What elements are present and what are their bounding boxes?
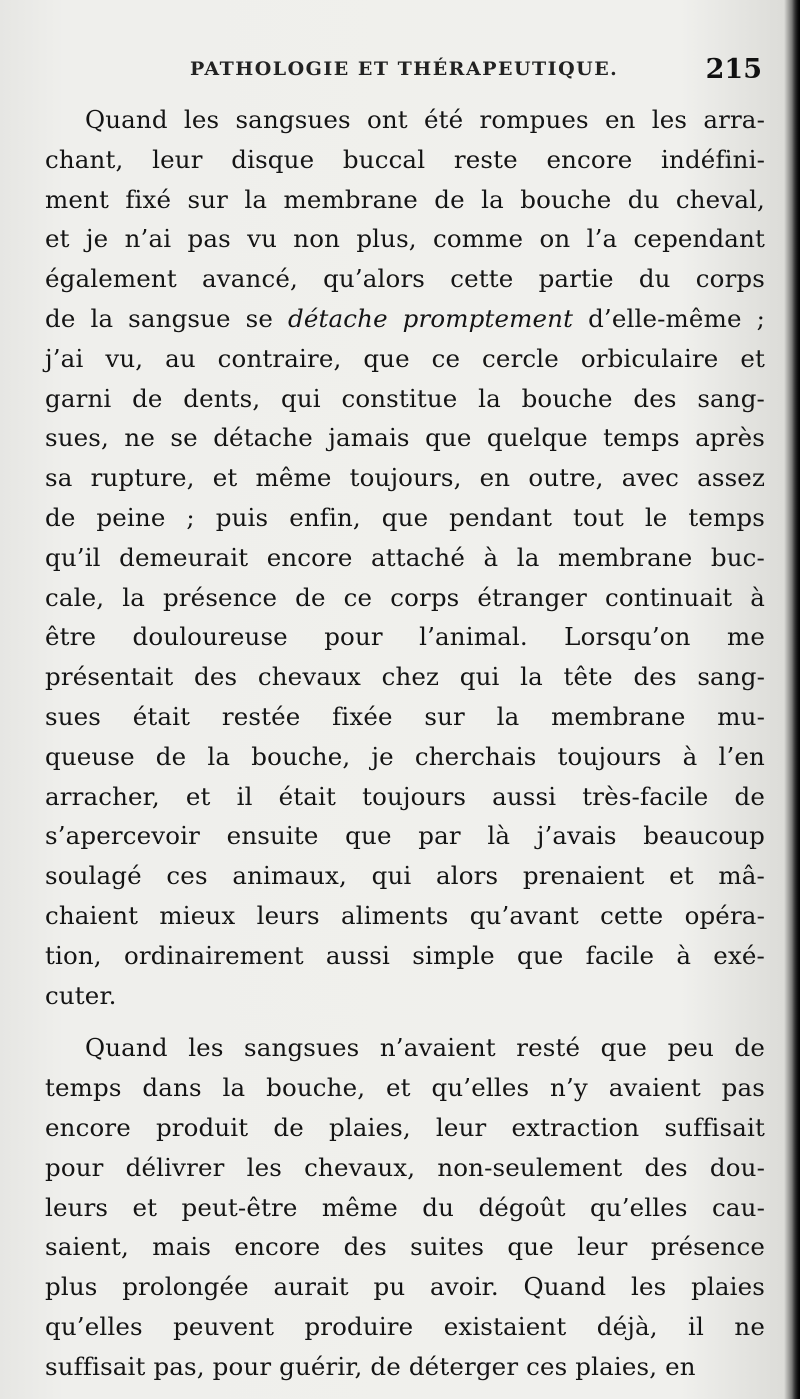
- text-line: temps dans la bouche, et qu’elles n’y avaient pas: [45, 1073, 765, 1103]
- paragraph: [45, 1028, 765, 1386]
- text-line: saient, mais encore des suites que leur présence: [45, 1232, 765, 1262]
- paragraph-gap: [45, 1015, 765, 1028]
- text-line: suffisait pas, pour guérir, de déterger ces plaies, en: [45, 1351, 696, 1381]
- text-line: qu’il demeurait encore attaché à la membrane buc-: [45, 542, 765, 572]
- text-line: ment fixé sur la membrane de la bouche du cheval,: [45, 184, 765, 214]
- text-line: arracher, et il était toujours aussi très-facile de: [45, 781, 765, 811]
- text-line: queuse de la bouche, je cherchais toujours à l’en: [45, 741, 765, 771]
- text-line: de peine ; puis enfin, que pendant tout le temps: [45, 502, 765, 532]
- page-edge-shadow: [792, 0, 800, 1399]
- text-line: et je n’ai pas vu non plus, comme on l’a cependant: [45, 224, 765, 254]
- text-line: sa rupture, et même toujours, en outre, avec assez: [45, 463, 765, 493]
- text-line: chant, leur disque buccal reste encore indéfini-: [45, 144, 765, 174]
- paragraph: [45, 100, 765, 1015]
- text-line: qu’elles peuvent produire existaient déjà, il ne: [45, 1311, 765, 1341]
- text-line: chaient mieux leurs aliments qu’avant cette opéra-: [45, 900, 765, 930]
- text-line: encore produit de plaies, leur extraction suffisait: [45, 1112, 765, 1142]
- text-line: présentait des chevaux chez qui la tête des sang-: [45, 662, 765, 692]
- text-line: j’ai vu, au contraire, que ce cercle orbiculaire et: [45, 343, 765, 373]
- page-number: 215: [705, 54, 762, 85]
- text-line: soulagé ces animaux, qui alors prenaient et mâ-: [45, 861, 765, 891]
- emphasized-text: détache promptement: [288, 303, 574, 333]
- text-line: sues, ne se détache jamais que quelque temps après: [45, 423, 765, 453]
- text-line: cuter.: [45, 980, 117, 1010]
- text-line: également avancé, qu’alors cette partie du corps: [45, 264, 765, 294]
- text-line: garni de dents, qui constitue la bouche des sang-: [45, 383, 765, 413]
- page-header: [190, 54, 762, 88]
- text-line: tion, ordinairement aussi simple que facile à exé-: [45, 940, 765, 970]
- text-line: [45, 299, 765, 339]
- text-line: cale, la présence de ce corps étranger continuait à: [45, 582, 765, 612]
- text-line: Quand les sangsues ont été rompues en les arra-: [85, 105, 765, 134]
- text-line: sues était restée fixée sur la membrane mu-: [45, 701, 765, 731]
- text-line: leurs et peut-être même du dégoût qu’elles cau-: [45, 1192, 765, 1222]
- text-line: être douloureuse pour l’animal. Lorsqu’on me: [45, 622, 765, 652]
- text-line: plus prolongée aurait pu avoir. Quand les plaies: [45, 1272, 765, 1302]
- running-head: PATHOLOGIE ET THÉRAPEUTIQUE.: [190, 58, 619, 80]
- text-line: s’apercevoir ensuite que par là j’avais beaucoup: [45, 821, 765, 851]
- text-run: d’elle-même ;: [573, 303, 765, 333]
- body-text: [45, 100, 765, 1387]
- text-line: Quand les sangsues n’avaient resté que peu de: [85, 1033, 765, 1063]
- text-run: de la sangsue se: [45, 303, 289, 333]
- text-line: pour délivrer les chevaux, non-seulement des dou-: [45, 1152, 765, 1182]
